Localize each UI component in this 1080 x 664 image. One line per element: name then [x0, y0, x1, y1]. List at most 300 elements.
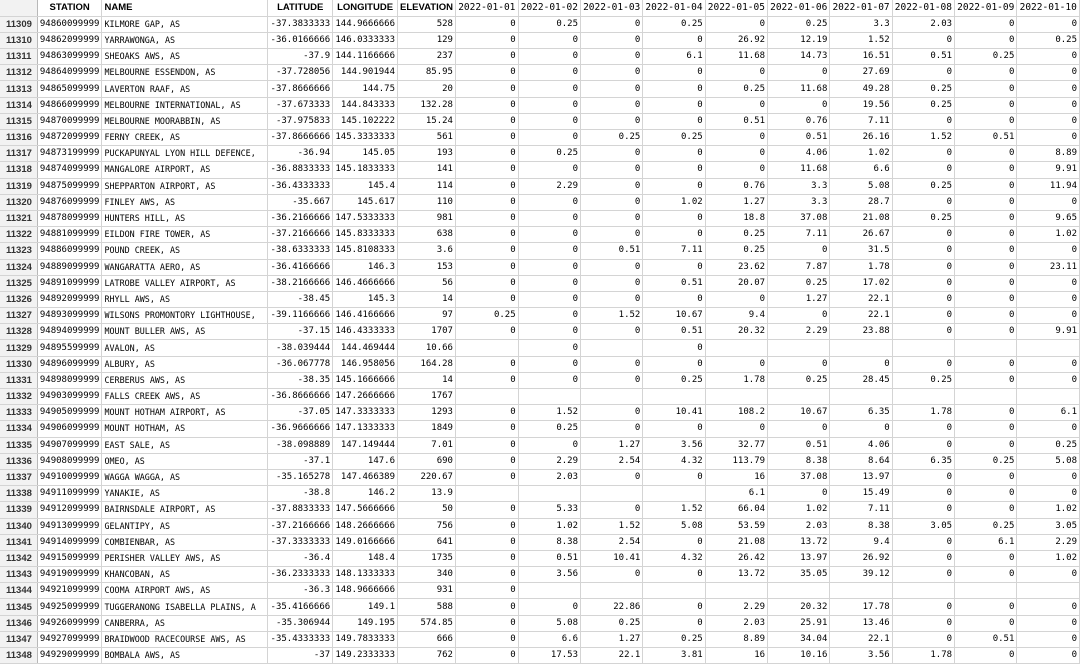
- row-number[interactable]: 11329: [0, 340, 37, 356]
- elevation-cell[interactable]: 15.24: [398, 113, 456, 129]
- table-row[interactable]: [0, 648, 1080, 664]
- precipitation-cell[interactable]: 0: [892, 308, 954, 324]
- latitude-cell[interactable]: -37: [268, 648, 333, 664]
- name-cell[interactable]: KHANCOBAN, AS: [102, 567, 268, 583]
- precipitation-cell[interactable]: 0: [581, 567, 643, 583]
- longitude-cell[interactable]: 147.3333333: [333, 405, 398, 421]
- table-row[interactable]: [0, 421, 1080, 437]
- precipitation-cell[interactable]: 0: [581, 146, 643, 162]
- row-number[interactable]: 11319: [0, 178, 37, 194]
- precipitation-cell[interactable]: 0: [955, 372, 1017, 388]
- row-number[interactable]: 11346: [0, 615, 37, 631]
- table-row[interactable]: [0, 469, 1080, 485]
- station-cell[interactable]: 94905099999: [37, 405, 102, 421]
- precipitation-cell[interactable]: 16.51: [830, 49, 892, 65]
- precipitation-cell[interactable]: 0: [955, 275, 1017, 291]
- precipitation-cell[interactable]: 0: [892, 615, 954, 631]
- table-row[interactable]: [0, 227, 1080, 243]
- precipitation-cell[interactable]: 5.08: [643, 518, 705, 534]
- name-cell[interactable]: MELBOURNE ESSENDON, AS: [102, 65, 268, 81]
- longitude-cell[interactable]: 147.6: [333, 453, 398, 469]
- precipitation-cell[interactable]: 0.51: [955, 631, 1017, 647]
- precipitation-cell[interactable]: [455, 486, 518, 502]
- precipitation-cell[interactable]: 0: [955, 16, 1017, 32]
- precipitation-cell[interactable]: 0: [455, 210, 518, 226]
- precipitation-cell[interactable]: 0: [1017, 615, 1080, 631]
- precipitation-cell[interactable]: 66.04: [705, 502, 767, 518]
- precipitation-cell[interactable]: 2.54: [581, 453, 643, 469]
- precipitation-cell[interactable]: 0: [643, 113, 705, 129]
- row-number[interactable]: 11344: [0, 583, 37, 599]
- precipitation-cell[interactable]: 0.51: [518, 550, 580, 566]
- precipitation-cell[interactable]: 0: [518, 372, 580, 388]
- precipitation-cell[interactable]: [1017, 340, 1080, 356]
- elevation-cell[interactable]: 588: [398, 599, 456, 615]
- row-number[interactable]: 11343: [0, 567, 37, 583]
- precipitation-cell[interactable]: 8.89: [1017, 146, 1080, 162]
- table-row[interactable]: [0, 599, 1080, 615]
- latitude-cell[interactable]: -35.306944: [268, 615, 333, 631]
- precipitation-cell[interactable]: 3.3: [830, 16, 892, 32]
- table-row[interactable]: [0, 162, 1080, 178]
- table-row[interactable]: [0, 308, 1080, 324]
- precipitation-cell[interactable]: 2.29: [705, 599, 767, 615]
- latitude-cell[interactable]: -35.667: [268, 194, 333, 210]
- row-number[interactable]: 11313: [0, 81, 37, 97]
- precipitation-cell[interactable]: [955, 583, 1017, 599]
- latitude-cell[interactable]: -37.8666666: [268, 130, 333, 146]
- precipitation-cell[interactable]: 25.91: [768, 615, 830, 631]
- precipitation-cell[interactable]: 11.68: [768, 81, 830, 97]
- precipitation-cell[interactable]: 0: [643, 32, 705, 48]
- precipitation-cell[interactable]: 0: [581, 469, 643, 485]
- latitude-cell[interactable]: -37.975833: [268, 113, 333, 129]
- precipitation-cell[interactable]: 4.06: [830, 437, 892, 453]
- column-header-date[interactable]: 2022-01-06: [768, 0, 830, 16]
- precipitation-cell[interactable]: 0: [1017, 291, 1080, 307]
- station-cell[interactable]: 94878099999: [37, 210, 102, 226]
- precipitation-cell[interactable]: 0: [892, 162, 954, 178]
- precipitation-cell[interactable]: 0: [518, 130, 580, 146]
- column-header-date[interactable]: 2022-01-07: [830, 0, 892, 16]
- precipitation-cell[interactable]: 0: [643, 81, 705, 97]
- precipitation-cell[interactable]: 1.27: [705, 194, 767, 210]
- row-number[interactable]: 11332: [0, 389, 37, 405]
- table-row[interactable]: [0, 631, 1080, 647]
- name-cell[interactable]: WAGGA WAGGA, AS: [102, 469, 268, 485]
- elevation-cell[interactable]: 561: [398, 130, 456, 146]
- longitude-cell[interactable]: 149.2333333: [333, 648, 398, 664]
- precipitation-cell[interactable]: 53.59: [705, 518, 767, 534]
- name-cell[interactable]: POUND CREEK, AS: [102, 243, 268, 259]
- precipitation-cell[interactable]: 1.52: [581, 308, 643, 324]
- precipitation-cell[interactable]: 6.35: [830, 405, 892, 421]
- precipitation-cell[interactable]: 19.56: [830, 97, 892, 113]
- longitude-cell[interactable]: 145.3333333: [333, 130, 398, 146]
- precipitation-cell[interactable]: 1.78: [830, 259, 892, 275]
- precipitation-cell[interactable]: 4.32: [643, 550, 705, 566]
- precipitation-cell[interactable]: [1017, 583, 1080, 599]
- longitude-cell[interactable]: 145.617: [333, 194, 398, 210]
- precipitation-cell[interactable]: 0: [455, 583, 518, 599]
- precipitation-cell[interactable]: 0: [581, 227, 643, 243]
- row-number[interactable]: 11325: [0, 275, 37, 291]
- precipitation-cell[interactable]: 6.1: [643, 49, 705, 65]
- precipitation-cell[interactable]: 37.08: [768, 210, 830, 226]
- precipitation-cell[interactable]: 0: [892, 291, 954, 307]
- latitude-cell[interactable]: -35.165278: [268, 469, 333, 485]
- station-cell[interactable]: 94866099999: [37, 97, 102, 113]
- precipitation-cell[interactable]: 1.02: [643, 194, 705, 210]
- name-cell[interactable]: LAVERTON RAAF, AS: [102, 81, 268, 97]
- elevation-cell[interactable]: 1707: [398, 324, 456, 340]
- precipitation-cell[interactable]: 0: [455, 518, 518, 534]
- longitude-cell[interactable]: 147.5333333: [333, 210, 398, 226]
- table-row[interactable]: [0, 243, 1080, 259]
- precipitation-cell[interactable]: 0: [643, 65, 705, 81]
- table-row[interactable]: [0, 567, 1080, 583]
- latitude-cell[interactable]: -35.4333333: [268, 631, 333, 647]
- longitude-cell[interactable]: 147.466389: [333, 469, 398, 485]
- precipitation-cell[interactable]: 0: [455, 16, 518, 32]
- longitude-cell[interactable]: 146.4333333: [333, 324, 398, 340]
- longitude-cell[interactable]: 149.1: [333, 599, 398, 615]
- station-cell[interactable]: 94873199999: [37, 146, 102, 162]
- precipitation-cell[interactable]: 0: [518, 243, 580, 259]
- precipitation-cell[interactable]: [643, 486, 705, 502]
- precipitation-cell[interactable]: 0: [581, 372, 643, 388]
- precipitation-cell[interactable]: [768, 583, 830, 599]
- precipitation-cell[interactable]: 0: [455, 502, 518, 518]
- precipitation-cell[interactable]: 0: [455, 453, 518, 469]
- column-header-date[interactable]: 2022-01-03: [581, 0, 643, 16]
- longitude-cell[interactable]: 144.75: [333, 81, 398, 97]
- row-number[interactable]: 11340: [0, 518, 37, 534]
- latitude-cell[interactable]: -36.4333333: [268, 178, 333, 194]
- precipitation-cell[interactable]: 2.29: [1017, 534, 1080, 550]
- precipitation-cell[interactable]: 7.11: [643, 243, 705, 259]
- precipitation-cell[interactable]: 1.78: [705, 372, 767, 388]
- latitude-cell[interactable]: -37.2166666: [268, 518, 333, 534]
- longitude-cell[interactable]: 148.1333333: [333, 567, 398, 583]
- precipitation-cell[interactable]: 22.86: [581, 599, 643, 615]
- table-row[interactable]: [0, 583, 1080, 599]
- precipitation-cell[interactable]: 11.94: [1017, 178, 1080, 194]
- row-number[interactable]: 11320: [0, 194, 37, 210]
- precipitation-cell[interactable]: 1.27: [581, 631, 643, 647]
- precipitation-cell[interactable]: [705, 583, 767, 599]
- precipitation-cell[interactable]: 0: [830, 421, 892, 437]
- precipitation-cell[interactable]: 0: [455, 49, 518, 65]
- precipitation-cell[interactable]: 0: [455, 534, 518, 550]
- row-number[interactable]: 11328: [0, 324, 37, 340]
- precipitation-cell[interactable]: 3.56: [518, 567, 580, 583]
- precipitation-cell[interactable]: 10.16: [768, 648, 830, 664]
- precipitation-cell[interactable]: 1.78: [892, 648, 954, 664]
- longitude-cell[interactable]: 145.4: [333, 178, 398, 194]
- precipitation-cell[interactable]: 32.77: [705, 437, 767, 453]
- precipitation-cell[interactable]: 0: [581, 81, 643, 97]
- table-row[interactable]: [0, 259, 1080, 275]
- precipitation-cell[interactable]: 1.52: [518, 405, 580, 421]
- row-number[interactable]: 11312: [0, 65, 37, 81]
- latitude-cell[interactable]: -38.8: [268, 486, 333, 502]
- precipitation-cell[interactable]: 10.41: [643, 405, 705, 421]
- precipitation-cell[interactable]: 0.25: [518, 421, 580, 437]
- station-cell[interactable]: 94913099999: [37, 518, 102, 534]
- precipitation-cell[interactable]: 0: [955, 324, 1017, 340]
- elevation-cell[interactable]: 756: [398, 518, 456, 534]
- precipitation-cell[interactable]: 0: [955, 291, 1017, 307]
- row-number[interactable]: 11311: [0, 49, 37, 65]
- precipitation-cell[interactable]: 0.25: [768, 275, 830, 291]
- precipitation-cell[interactable]: 0: [643, 469, 705, 485]
- station-cell[interactable]: 94894099999: [37, 324, 102, 340]
- precipitation-cell[interactable]: 7.11: [768, 227, 830, 243]
- precipitation-cell[interactable]: 0: [955, 113, 1017, 129]
- precipitation-cell[interactable]: 22.1: [581, 648, 643, 664]
- precipitation-cell[interactable]: 0: [955, 486, 1017, 502]
- name-cell[interactable]: GELANTIPY, AS: [102, 518, 268, 534]
- table-row[interactable]: [0, 178, 1080, 194]
- precipitation-cell[interactable]: 7.11: [830, 113, 892, 129]
- row-number[interactable]: 11342: [0, 550, 37, 566]
- precipitation-cell[interactable]: 0: [892, 113, 954, 129]
- precipitation-cell[interactable]: 0: [518, 599, 580, 615]
- precipitation-cell[interactable]: 0: [705, 97, 767, 113]
- precipitation-cell[interactable]: 0: [892, 421, 954, 437]
- name-cell[interactable]: YANAKIE, AS: [102, 486, 268, 502]
- latitude-cell[interactable]: -37.2166666: [268, 227, 333, 243]
- precipitation-cell[interactable]: 0: [892, 243, 954, 259]
- elevation-cell[interactable]: 574.85: [398, 615, 456, 631]
- precipitation-cell[interactable]: 0: [643, 227, 705, 243]
- name-cell[interactable]: WANGARATTA AERO, AS: [102, 259, 268, 275]
- precipitation-cell[interactable]: 0: [768, 243, 830, 259]
- table-row[interactable]: [0, 97, 1080, 113]
- precipitation-cell[interactable]: 0: [1017, 130, 1080, 146]
- station-cell[interactable]: 94863099999: [37, 49, 102, 65]
- precipitation-cell[interactable]: 0: [643, 567, 705, 583]
- precipitation-cell[interactable]: 0: [705, 146, 767, 162]
- column-header-date[interactable]: 2022-01-01: [455, 0, 518, 16]
- precipitation-cell[interactable]: 0: [1017, 469, 1080, 485]
- precipitation-cell[interactable]: 13.46: [830, 615, 892, 631]
- station-cell[interactable]: 94915099999: [37, 550, 102, 566]
- latitude-cell[interactable]: -35.4166666: [268, 599, 333, 615]
- precipitation-cell[interactable]: 0: [892, 324, 954, 340]
- precipitation-cell[interactable]: 2.29: [768, 324, 830, 340]
- precipitation-cell[interactable]: 0: [955, 243, 1017, 259]
- station-cell[interactable]: 94908099999: [37, 453, 102, 469]
- precipitation-cell[interactable]: 0: [643, 259, 705, 275]
- longitude-cell[interactable]: 147.149444: [333, 437, 398, 453]
- table-row[interactable]: [0, 324, 1080, 340]
- precipitation-cell[interactable]: 26.67: [830, 227, 892, 243]
- precipitation-cell[interactable]: 0: [643, 210, 705, 226]
- precipitation-cell[interactable]: 0: [1017, 275, 1080, 291]
- precipitation-cell[interactable]: 0.51: [768, 130, 830, 146]
- precipitation-cell[interactable]: 5.08: [830, 178, 892, 194]
- precipitation-cell[interactable]: [455, 389, 518, 405]
- precipitation-cell[interactable]: 0: [955, 308, 1017, 324]
- precipitation-cell[interactable]: 0: [455, 437, 518, 453]
- station-cell[interactable]: 94874099999: [37, 162, 102, 178]
- precipitation-cell[interactable]: 0: [518, 308, 580, 324]
- precipitation-cell[interactable]: 0.25: [643, 631, 705, 647]
- precipitation-cell[interactable]: 3.3: [768, 178, 830, 194]
- table-row[interactable]: [0, 210, 1080, 226]
- precipitation-cell[interactable]: 0: [892, 146, 954, 162]
- name-cell[interactable]: MANGALORE AIRPORT, AS: [102, 162, 268, 178]
- precipitation-cell[interactable]: 15.49: [830, 486, 892, 502]
- precipitation-cell[interactable]: 0: [643, 162, 705, 178]
- table-row[interactable]: [0, 405, 1080, 421]
- precipitation-cell[interactable]: 8.64: [830, 453, 892, 469]
- precipitation-cell[interactable]: 13.72: [768, 534, 830, 550]
- station-cell[interactable]: 94912099999: [37, 502, 102, 518]
- elevation-cell[interactable]: 690: [398, 453, 456, 469]
- precipitation-cell[interactable]: 0: [455, 372, 518, 388]
- precipitation-cell[interactable]: 9.91: [1017, 162, 1080, 178]
- precipitation-cell[interactable]: 3.81: [643, 648, 705, 664]
- precipitation-cell[interactable]: 0.25: [705, 243, 767, 259]
- name-cell[interactable]: KILMORE GAP, AS: [102, 16, 268, 32]
- longitude-cell[interactable]: 145.102222: [333, 113, 398, 129]
- precipitation-cell[interactable]: 0: [705, 130, 767, 146]
- longitude-cell[interactable]: 148.9666666: [333, 583, 398, 599]
- name-cell[interactable]: ALBURY, AS: [102, 356, 268, 372]
- precipitation-cell[interactable]: 0: [455, 194, 518, 210]
- table-row[interactable]: [0, 356, 1080, 372]
- precipitation-cell[interactable]: 0: [955, 97, 1017, 113]
- station-cell[interactable]: 94929099999: [37, 648, 102, 664]
- precipitation-cell[interactable]: 22.1: [830, 631, 892, 647]
- name-cell[interactable]: FALLS CREEK AWS, AS: [102, 389, 268, 405]
- column-header-station[interactable]: STATION: [37, 0, 102, 16]
- precipitation-cell[interactable]: 0.25: [892, 372, 954, 388]
- precipitation-cell[interactable]: 17.78: [830, 599, 892, 615]
- precipitation-cell[interactable]: 0: [643, 291, 705, 307]
- precipitation-cell[interactable]: 0.51: [892, 49, 954, 65]
- table-row[interactable]: [0, 389, 1080, 405]
- elevation-cell[interactable]: 85.95: [398, 65, 456, 81]
- precipitation-cell[interactable]: 21.08: [705, 534, 767, 550]
- row-number[interactable]: 11323: [0, 243, 37, 259]
- precipitation-cell[interactable]: 2.54: [581, 534, 643, 550]
- precipitation-cell[interactable]: 0: [1017, 65, 1080, 81]
- precipitation-cell[interactable]: 0: [955, 437, 1017, 453]
- longitude-cell[interactable]: 144.843333: [333, 97, 398, 113]
- row-number[interactable]: 11322: [0, 227, 37, 243]
- column-header-date[interactable]: 2022-01-05: [705, 0, 767, 16]
- longitude-cell[interactable]: 146.0333333: [333, 32, 398, 48]
- precipitation-cell[interactable]: 6.1: [1017, 405, 1080, 421]
- precipitation-cell[interactable]: 0: [1017, 113, 1080, 129]
- precipitation-cell[interactable]: 0: [518, 324, 580, 340]
- latitude-cell[interactable]: -36.3: [268, 583, 333, 599]
- name-cell[interactable]: MOUNT BULLER AWS, AS: [102, 324, 268, 340]
- elevation-cell[interactable]: 3.6: [398, 243, 456, 259]
- table-row[interactable]: [0, 291, 1080, 307]
- precipitation-cell[interactable]: 0.51: [643, 324, 705, 340]
- name-cell[interactable]: MOUNT HOTHAM AIRPORT, AS: [102, 405, 268, 421]
- elevation-cell[interactable]: 340: [398, 567, 456, 583]
- precipitation-cell[interactable]: 0: [455, 291, 518, 307]
- precipitation-cell[interactable]: 0.25: [455, 308, 518, 324]
- table-row[interactable]: [0, 81, 1080, 97]
- elevation-cell[interactable]: 114: [398, 178, 456, 194]
- precipitation-cell[interactable]: 0.25: [892, 81, 954, 97]
- latitude-cell[interactable]: -37.673333: [268, 97, 333, 113]
- precipitation-cell[interactable]: [581, 583, 643, 599]
- precipitation-cell[interactable]: 35.05: [768, 567, 830, 583]
- precipitation-cell[interactable]: 0.25: [705, 81, 767, 97]
- precipitation-cell[interactable]: 0: [892, 437, 954, 453]
- precipitation-cell[interactable]: 39.12: [830, 567, 892, 583]
- precipitation-cell[interactable]: 8.38: [768, 453, 830, 469]
- longitude-cell[interactable]: 145.1666666: [333, 372, 398, 388]
- precipitation-cell[interactable]: 0: [455, 469, 518, 485]
- column-header-date[interactable]: 2022-01-10: [1017, 0, 1080, 16]
- column-header-name[interactable]: NAME: [102, 0, 268, 16]
- precipitation-cell[interactable]: 0.25: [892, 210, 954, 226]
- name-cell[interactable]: TUGGERANONG ISABELLA PLAINS, A: [102, 599, 268, 615]
- precipitation-cell[interactable]: 0: [955, 32, 1017, 48]
- precipitation-cell[interactable]: 0: [455, 32, 518, 48]
- elevation-cell[interactable]: 97: [398, 308, 456, 324]
- station-cell[interactable]: 94926099999: [37, 615, 102, 631]
- precipitation-cell[interactable]: 10.67: [643, 308, 705, 324]
- precipitation-cell[interactable]: 0: [455, 567, 518, 583]
- name-cell[interactable]: CANBERRA, AS: [102, 615, 268, 631]
- name-cell[interactable]: LATROBE VALLEY AIRPORT, AS: [102, 275, 268, 291]
- precipitation-cell[interactable]: 1.02: [830, 146, 892, 162]
- precipitation-cell[interactable]: 2.03: [705, 615, 767, 631]
- precipitation-cell[interactable]: 1.52: [830, 32, 892, 48]
- station-cell[interactable]: 94864099999: [37, 65, 102, 81]
- precipitation-cell[interactable]: 0.25: [768, 16, 830, 32]
- longitude-cell[interactable]: 146.958056: [333, 356, 398, 372]
- precipitation-cell[interactable]: 0: [581, 178, 643, 194]
- precipitation-cell[interactable]: [892, 389, 954, 405]
- precipitation-cell[interactable]: 0: [455, 405, 518, 421]
- name-cell[interactable]: BAIRNSDALE AIRPORT, AS: [102, 502, 268, 518]
- latitude-cell[interactable]: -38.6333333: [268, 243, 333, 259]
- station-cell[interactable]: 94919099999: [37, 567, 102, 583]
- precipitation-cell[interactable]: 0.25: [955, 518, 1017, 534]
- longitude-cell[interactable]: 145.3: [333, 291, 398, 307]
- table-row[interactable]: [0, 275, 1080, 291]
- precipitation-cell[interactable]: 49.28: [830, 81, 892, 97]
- precipitation-cell[interactable]: 0.51: [581, 243, 643, 259]
- row-number[interactable]: 11324: [0, 259, 37, 275]
- longitude-cell[interactable]: 148.4: [333, 550, 398, 566]
- precipitation-cell[interactable]: 0: [455, 130, 518, 146]
- column-header-date[interactable]: 2022-01-02: [518, 0, 580, 16]
- precipitation-cell[interactable]: 8.38: [830, 518, 892, 534]
- station-cell[interactable]: 94893099999: [37, 308, 102, 324]
- precipitation-cell[interactable]: 0: [892, 599, 954, 615]
- precipitation-cell[interactable]: 34.04: [768, 631, 830, 647]
- precipitation-cell[interactable]: 0: [643, 340, 705, 356]
- latitude-cell[interactable]: -37.3333333: [268, 534, 333, 550]
- precipitation-cell[interactable]: 0: [705, 162, 767, 178]
- precipitation-cell[interactable]: 0: [455, 81, 518, 97]
- elevation-cell[interactable]: 1767: [398, 389, 456, 405]
- precipitation-cell[interactable]: 0: [705, 16, 767, 32]
- precipitation-cell[interactable]: [955, 389, 1017, 405]
